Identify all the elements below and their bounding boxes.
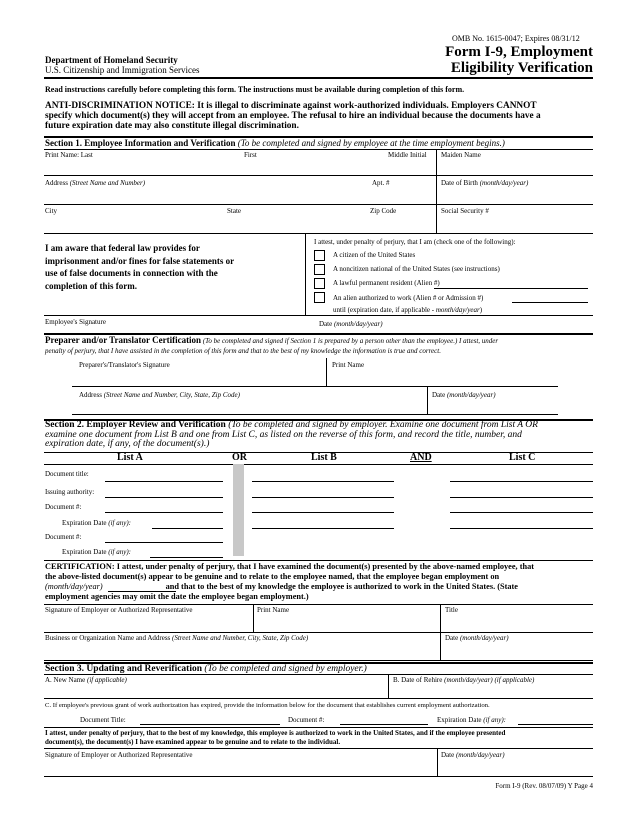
certification-statement: CERTIFICATION: I attest, under penalty of perjury, that I have examined the document(s) presented by the above-named employee, that the above-listed document(s) appear to be genuine and to relate to the employee named, that the employee began employment on (month/day/year) and that to the best of my knowledge the employee is authorized to work in the United States. (State employment agencies may omit the date the employee began employment.)	[45, 562, 534, 601]
alien-authorized-label: An alien authorized to work (Alien # or Admission #)	[333, 294, 484, 302]
rule	[44, 604, 593, 605]
print-name-label: Print Name: Last	[45, 151, 93, 159]
first-name-label: First	[244, 151, 257, 159]
section1-heading: Section 1. Employee Information and Verification (To be completed and signed by employee at the time employment begins.)	[45, 138, 505, 148]
rule	[427, 386, 428, 414]
zip-label: Zip Code	[370, 207, 397, 215]
city-label: City	[45, 207, 58, 215]
preparer-heading: Preparer and/or Translator Certification (To be completed and signed if Section 1 is prepared by a person other than the employee.) I attest, under	[45, 335, 499, 345]
new-name-label: A. New Name (if applicable)	[45, 676, 127, 684]
list-b-document-title-field[interactable]	[252, 481, 394, 482]
document-number-label: Document #:	[45, 503, 82, 511]
federal-law-notice: I am aware that federal law provides for imprisonment and/or fines for false statements or use of false documents in connection with the completion of this form.	[45, 243, 235, 291]
list-a-document-number-2-field[interactable]	[105, 542, 223, 543]
agency-name: U.S. Citizenship and Immigration Services	[45, 65, 200, 75]
list-b-document-number-field[interactable]	[252, 512, 394, 513]
form-footer: Form I-9 (Rev. 08/07/09) Y Page 4	[495, 782, 593, 790]
rule	[44, 776, 593, 777]
preparer-date-label: Date (month/day/year)	[432, 391, 496, 399]
employee-signature-label: Employee's Signature	[45, 318, 106, 326]
preparer-statement: penalty of perjury, that I have assisted in the completion of this form and that to the best of my knowledge the information is true and correct.	[45, 347, 441, 355]
list-b-issuing-authority-field[interactable]	[252, 497, 394, 498]
state-label: State	[227, 207, 241, 215]
rule	[44, 233, 593, 234]
list-b-heading: List B	[311, 452, 337, 463]
until-label: until (expiration date, if applicable - month/day/year)	[333, 306, 483, 314]
list-c-document-title-field[interactable]	[450, 481, 593, 482]
address-label: Address (Street Name and Number)	[45, 179, 146, 187]
form-subtitle: Eligibility Verification	[450, 60, 593, 76]
rule	[44, 698, 593, 699]
rule	[44, 149, 593, 150]
section3-document-number-label: Document #:	[288, 716, 325, 724]
section3-heading: Section 3. Updating and Reverification (To be completed and signed by employer.)	[45, 664, 367, 674]
maiden-name-label: Maiden Name	[441, 151, 481, 159]
rule	[44, 315, 593, 316]
preparer-print-name-label: Print Name	[332, 361, 365, 369]
section3-c-instruction: C. If employee's previous grant of work authorization has expired, provide the information below for the document that establishes current employment authorization.	[45, 702, 490, 709]
attest-statement: I attest, under penalty of perjury, that I am (check one of the following):	[314, 238, 516, 246]
business-address-label: Business or Organization Name and Address (Street Name and Number, City, State, Zip Code)	[45, 634, 309, 642]
rule	[253, 604, 254, 632]
rule	[44, 748, 593, 749]
noncitizen-option-label: A noncitizen national of the United States (see instructions)	[333, 265, 500, 273]
section3-date-label: Date (month/day/year)	[441, 751, 505, 759]
rule	[44, 727, 593, 728]
lpr-checkbox[interactable]	[314, 278, 325, 289]
employer-print-name-label: Print Name	[257, 606, 290, 614]
preparer-address-label: Address (Street Name and Number, City, State, Zip Code)	[79, 391, 240, 399]
issuing-authority-label: Issuing authority:	[45, 488, 95, 496]
expiration-date-label: Expiration Date (if any):	[62, 519, 132, 527]
middle-initial-label: Middle Initial	[388, 151, 427, 159]
rule	[44, 204, 593, 205]
list-a-document-number-field[interactable]	[105, 512, 223, 513]
list-a-heading: List A	[117, 452, 143, 463]
rule	[436, 149, 437, 233]
list-a-document-title-field[interactable]	[105, 481, 223, 482]
list-c-heading: List C	[509, 452, 536, 463]
apt-label: Apt. #	[372, 179, 390, 187]
list-c-document-number-field[interactable]	[450, 512, 593, 513]
header-rule	[44, 77, 593, 79]
noncitizen-checkbox[interactable]	[314, 264, 325, 275]
rule	[44, 175, 593, 176]
document-number-2-label: Document #:	[45, 533, 82, 541]
admission-number-field[interactable]	[512, 302, 588, 303]
and-heading: AND	[410, 452, 432, 463]
list-a-issuing-authority-field[interactable]	[105, 497, 223, 498]
alien-authorized-checkbox[interactable]	[314, 292, 325, 303]
rehire-date-label: B. Date of Rehire (month/day/year) (if applicable)	[393, 676, 535, 684]
form-title: Form I-9, Employment	[445, 44, 593, 60]
or-heading: OR	[232, 452, 247, 463]
section3-expiration-label: Expiration Date (if any):	[437, 716, 507, 724]
citizen-option-label: A citizen of the United States	[333, 251, 416, 259]
rule	[326, 358, 327, 386]
anti-discrimination-notice: ANTI-DISCRIMINATION NOTICE: It is illegal to discriminate against work-authorized individuals. Employers CANNOT specify which document(s) they will accept from an employee. The refusal to hire an individual because the documents have a future expiration date may also constitute illegal discrimination.	[45, 101, 541, 131]
list-a-expiration-field[interactable]	[152, 528, 223, 529]
preparer-signature-label: Preparer's/Translator's Signature	[79, 361, 170, 369]
employer-date-label: Date (month/day/year)	[445, 634, 509, 642]
rule	[72, 386, 558, 387]
list-a-expiration-2-field[interactable]	[150, 557, 223, 558]
section3-attestation: I attest, under penalty of perjury, that to the best of my knowledge, this employee is authorized to work in the United States, and if the employee presented document(s), the document(s) I have examined appear to be genuine and to relate to the individual.	[45, 729, 506, 746]
dob-label: Date of Birth (month/day/year)	[441, 179, 529, 187]
rule	[388, 674, 389, 698]
rule	[44, 632, 593, 633]
expiration-date-2-label: Expiration Date (if any):	[62, 548, 132, 556]
rule	[44, 660, 593, 661]
rule	[44, 674, 593, 675]
list-c-issuing-authority-field[interactable]	[450, 497, 593, 498]
list-b-expiration-field[interactable]	[252, 528, 394, 529]
ssn-label: Social Security #	[441, 207, 489, 215]
rule	[44, 464, 593, 465]
employment-start-date-field[interactable]	[108, 591, 176, 592]
or-divider-bar	[233, 464, 244, 556]
employer-title-label: Title	[445, 606, 458, 614]
employee-date-label: Date (month/day/year)	[319, 320, 383, 328]
list-c-expiration-field[interactable]	[450, 528, 593, 529]
citizen-checkbox[interactable]	[314, 250, 325, 261]
lpr-option-label: A lawful permanent resident (Alien #)	[333, 279, 440, 287]
omb-number: OMB No. 1615-0047; Expires 08/31/12	[452, 34, 580, 43]
section3-expiration-field[interactable]	[518, 724, 593, 725]
section3-document-number-field[interactable]	[340, 724, 428, 725]
alien-number-field[interactable]	[434, 288, 588, 289]
section3-signature-label: Signature of Employer or Authorized Representative	[45, 751, 193, 759]
department-name: Department of Homeland Security	[45, 55, 178, 65]
employer-signature-label: Signature of Employer or Authorized Representative	[45, 606, 193, 614]
document-title-label: Document title:	[45, 470, 89, 478]
rule	[437, 748, 438, 776]
rule	[72, 414, 558, 415]
section3-document-title-label: Document Title:	[80, 716, 126, 724]
instructions-text: Read instructions carefully before completing this form. The instructions must be available during completion of this form.	[45, 85, 465, 94]
rule	[305, 233, 306, 315]
section3-document-title-field[interactable]	[140, 724, 280, 725]
rule	[44, 560, 593, 561]
section2-heading: Section 2. Employer Review and Verification (To be completed and signed by employer. Examine one document from List A OR examine one document from List B and one from List C, as listed on the reverse of this form, and record the title, number, and expiration date, if any, of the document(s).)	[45, 420, 538, 449]
